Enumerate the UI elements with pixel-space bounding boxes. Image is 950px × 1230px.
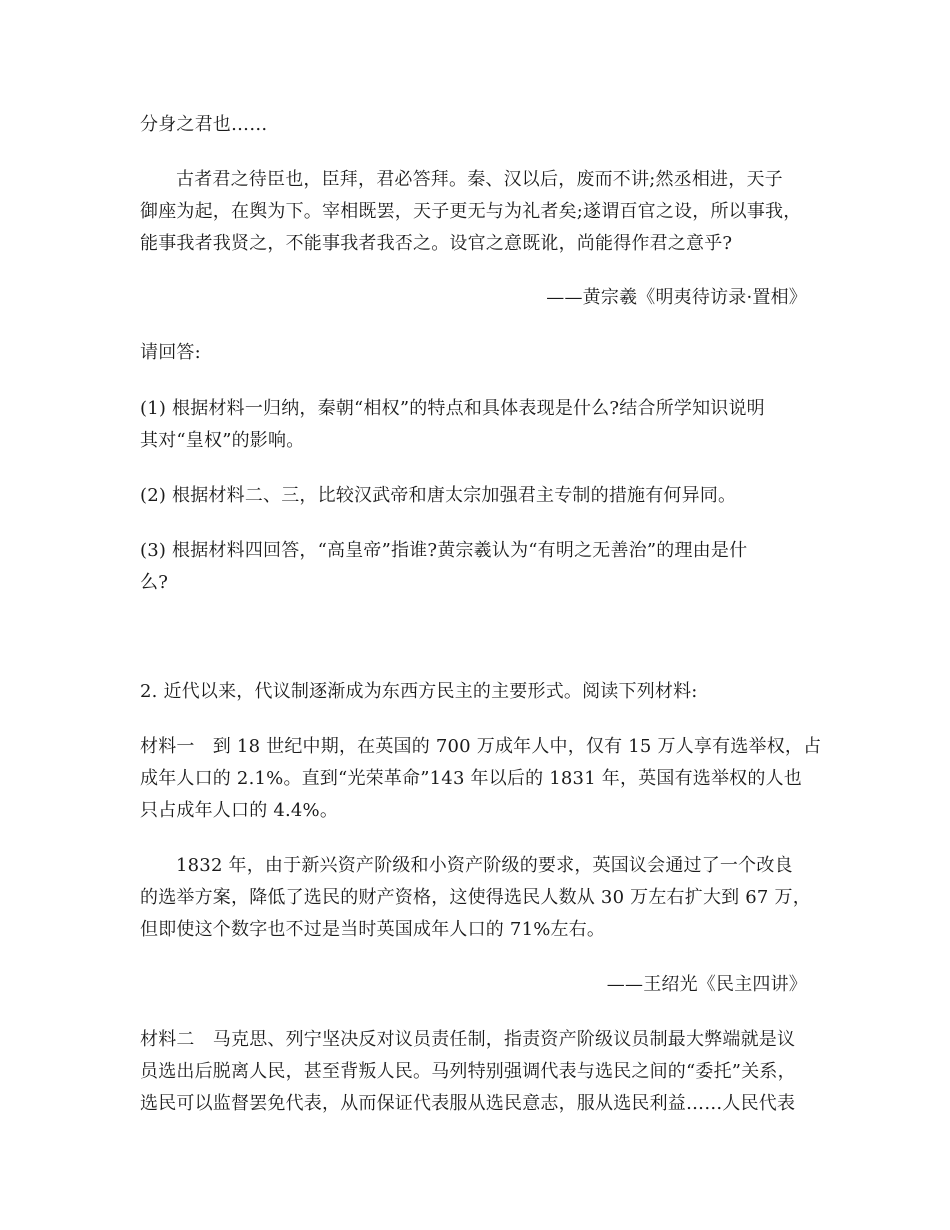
text-line: 古者君之待臣也，臣拜，君必答拜。秦、汉以后，废而不讲;然丞相进，天子 [176, 169, 783, 190]
text-line: 材料一 到 18 世纪中期，在英国的 700 万成年人中，仅有 15 万人享有选举权，占 [140, 736, 822, 757]
text-line: 能事我者我贤之，不能事我者我否之。设官之意既讹，尚能得作君之意乎? [140, 233, 733, 254]
question-item: (3) 根据材料四回答，“高皇帝”指谁?黄宗羲认为“有明之无善治”的理由是什 [140, 540, 748, 561]
question-heading: 请回答: [140, 342, 201, 363]
source-citation: ——王绍光《民主四讲》 [606, 974, 807, 995]
text-line: 御座为起，在舆为下。宰相既罢，天子更无与为礼者矣;遂谓百官之设，所以事我， [140, 201, 802, 222]
text-line: 分身之君也…… [140, 114, 268, 135]
question-item: 其对“皇权”的影响。 [140, 430, 305, 451]
text-line: 只占成年人口的 4.4%。 [140, 800, 339, 821]
question-heading: 2. 近代以来，代议制逐渐成为东西方民主的主要形式。阅读下列材料: [140, 681, 698, 702]
text-line: 但即使这个数字也不过是当时英国成年人口的 71%左右。 [140, 919, 606, 940]
source-citation: ——黄宗羲《明夷待访录·置相》 [546, 287, 807, 308]
question-item: (2) 根据材料二、三，比较汉武帝和唐太宗加强君主专制的措施有何异同。 [140, 485, 737, 506]
text-line: 成年人口的 2.1%。直到“光荣革命”143 年以后的 1831 年，英国有选举权的人也 [140, 768, 802, 789]
text-line: 员选出后脱离人民，甚至背叛人民。马列特别强调代表与选民之间的“委托”关系， [140, 1061, 796, 1082]
question-item: (1) 根据材料一归纳，秦朝“相权”的特点和具体表现是什么?结合所学知识说明 [140, 398, 765, 419]
question-item: 么? [140, 572, 169, 593]
text-line: 材料二 马克思、列宁坚决反对议员责任制，指责资产阶级议员制最大弊端就是议 [140, 1029, 796, 1050]
text-line: 1832 年，由于新兴资产阶级和小资产阶级的要求，英国议会通过了一个改良 [176, 855, 793, 876]
text-line: 选民可以监督罢免代表，从而保证代表服从选民意志，服从选民利益……人民代表 [140, 1093, 796, 1114]
text-line: 的选举方案，降低了选民的财产资格，这使得选民人数从 30 万左右扩大到 67 万， [140, 887, 811, 908]
